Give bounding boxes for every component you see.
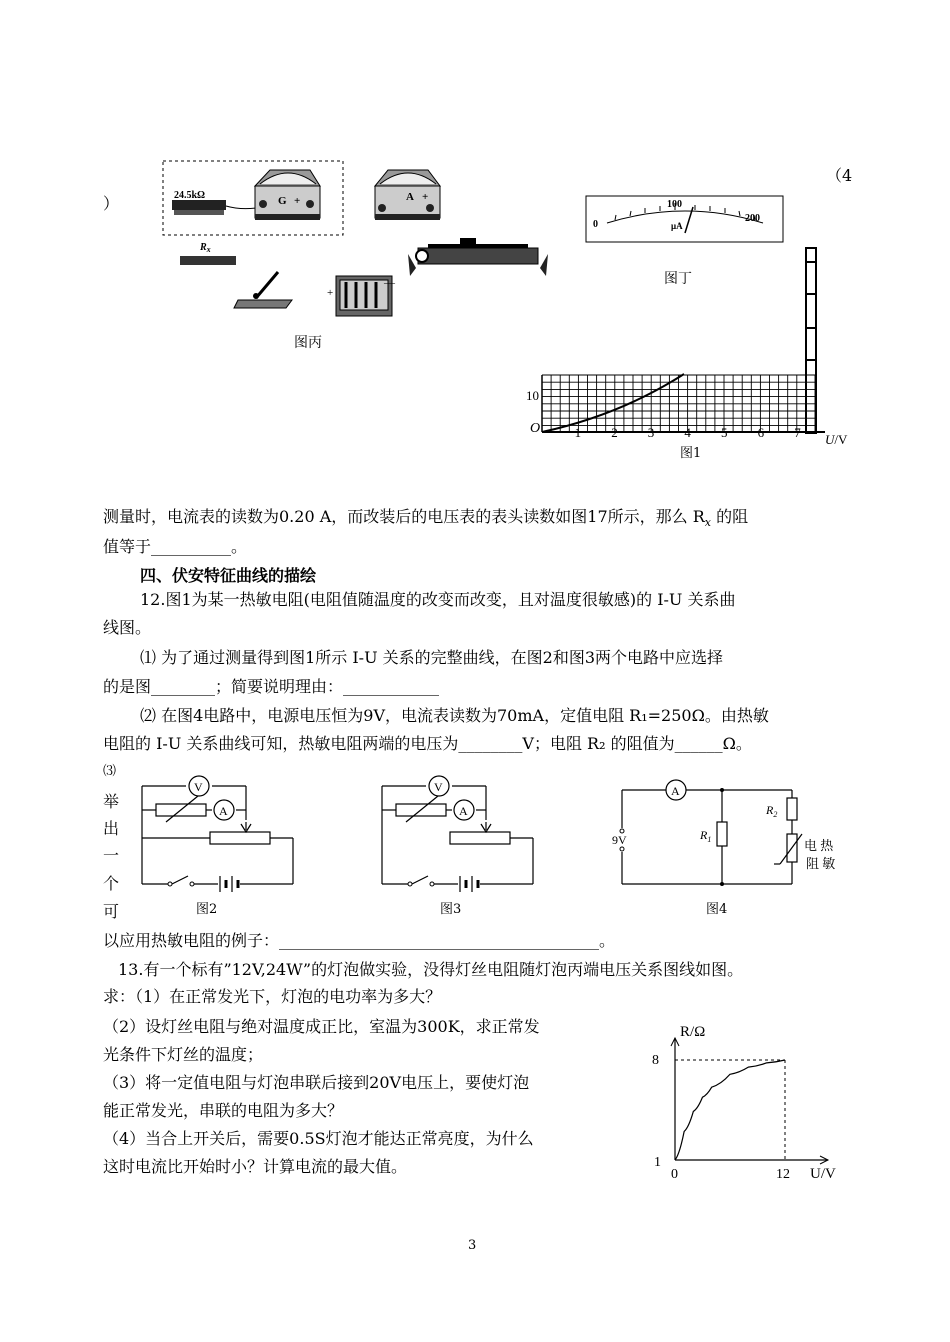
- scale-label-100: 100: [667, 199, 682, 210]
- rv-curve: [675, 1060, 785, 1160]
- rv-y-axis-label: R/Ω: [680, 1024, 706, 1040]
- q13-line7: （4）当合上开关后，需要0.5S灯泡才能达正常亮度，为什么: [103, 1129, 534, 1148]
- svg-text:阻 敏: 阻 敏: [806, 856, 836, 871]
- svg-text:V: V: [434, 780, 443, 794]
- svg-text:A: A: [671, 784, 680, 798]
- q12-3-vertical-1: 举: [103, 792, 120, 811]
- q13-line2: 求：（1）在正常发光下，灯泡的电功率为多大？: [103, 987, 442, 1006]
- q12-3-vertical-2: 出: [103, 819, 120, 838]
- rv-y-bottom-label: 1: [654, 1155, 661, 1170]
- scale-label-200: 200: [745, 213, 760, 224]
- galvanometer: [255, 170, 320, 220]
- fig3-caption: 图3: [440, 902, 462, 917]
- iu-curve-graph: [520, 240, 848, 455]
- svg-text:电 热: 电 热: [804, 838, 834, 853]
- svg-text:A: A: [459, 804, 468, 818]
- ammeter-device: [375, 170, 440, 220]
- x-tick-6: 6: [757, 425, 765, 440]
- q12-1-line1: ⑴ 为了通过测量得到图1所示 I-U 关系的完整曲线，在图2和图3两个电路中应选择: [140, 648, 724, 667]
- y-tick-10: 10: [526, 388, 539, 403]
- svg-text:—: —: [384, 277, 395, 289]
- ammeter-device-label: A: [406, 191, 414, 203]
- scale-label-0: 0: [593, 219, 598, 230]
- x-tick-2: 2: [611, 425, 618, 440]
- rv-x-end-label: 12: [776, 1167, 790, 1182]
- q13-line6: 能正常发光，串联的电阻为多大？: [103, 1101, 344, 1120]
- q12-3-vertical-5: 可: [103, 902, 120, 921]
- series-resistor-box: [172, 190, 226, 215]
- galvanometer-scale: [585, 195, 785, 243]
- q13-line4: 光条件下灯丝的温度；: [103, 1045, 264, 1064]
- rv-x-zero-label: 0: [671, 1167, 678, 1182]
- q12-line1: 12.图1为某一热敏电阻(电阻值随温度的改变而改变，且对温度很敏感)的 I-U 关系曲: [140, 590, 736, 609]
- svg-text:Rx: $R_x$: [200, 242, 211, 254]
- battery-pack: [327, 276, 396, 316]
- svg-text:R2: $R_2$: [766, 803, 778, 819]
- q12-3-line: 以应用热敏电阻的例子：________________________________________。: [103, 931, 616, 950]
- q12-3-vertical-3: 一: [103, 846, 120, 865]
- q12-2-line2: 电阻的 I-U 关系曲线可知，热敏电阻两端的电压为________V；电阻 R₂ 的阻值为______Ω。: [103, 734, 752, 753]
- q13-line1: 13.有一个标有”12V,24W”的灯泡做实验，没得灯丝电阻随灯泡丙端电压关系图线如图。: [118, 960, 744, 979]
- page-number: 3: [468, 1238, 477, 1253]
- question-marker-open: （4: [826, 166, 853, 185]
- x-tick-3: 3: [647, 425, 655, 440]
- svg-text:+: +: [422, 191, 429, 203]
- rx-resistor: [180, 242, 236, 265]
- q12-3-vertical-0: ⑶: [103, 764, 117, 779]
- fig1-caption: 图1: [680, 446, 702, 461]
- q13-line5: （3）将一定值电阻与灯泡串联后接到20V电压上，要使灯泡: [103, 1073, 530, 1092]
- iu-curve: [542, 374, 684, 432]
- x-axis-label: U/V: [825, 432, 848, 447]
- r-u-chart: [650, 1018, 850, 1190]
- scale-unit: μA: [671, 221, 683, 231]
- circuit-fig3: [378, 772, 538, 890]
- x-tick-4: 4: [684, 425, 691, 440]
- svg-text:A: A: [219, 804, 228, 818]
- q13-line8: 这时电流比开始时小？计算电流的最大值。: [103, 1157, 408, 1176]
- fig-bing-caption: 图丙: [294, 335, 322, 351]
- svg-text:V: V: [194, 780, 203, 794]
- p1-line2: 值等于__________。: [103, 537, 248, 556]
- x-tick-5: 5: [721, 425, 728, 440]
- circuit-fig2: [138, 772, 298, 890]
- question-marker-close: ）: [103, 194, 120, 213]
- x-tick-7: 7: [794, 425, 801, 440]
- origin-label: O: [530, 421, 541, 436]
- circuit-fig4: [608, 776, 848, 890]
- q12-2-line1: ⑵ 在图4电路中，电源电压恒为9V，电流表读数为70mA，定值电阻 R₁=250Ω。由热敏: [140, 706, 769, 725]
- svg-text:+: +: [294, 195, 301, 207]
- rv-y-top-label: 8: [652, 1053, 659, 1068]
- knife-switch: [234, 272, 292, 308]
- q12-line2: 线图。: [103, 618, 152, 637]
- section-heading: 四、伏安特征曲线的描绘: [140, 566, 317, 585]
- fig4-caption: 图4: [706, 902, 728, 917]
- p1-line1: 测量时，电流表的读数为0.20 A，而改装后的电压表的表头读数如图17所示，那么 $R_x$ 的阻: [103, 507, 749, 530]
- svg-text:+: +: [327, 287, 334, 299]
- x-tick-1: 1: [574, 425, 582, 440]
- q12-1-line2: 的是图________；简要说明理由：____________: [103, 677, 440, 696]
- rv-x-axis-label: U/V: [810, 1166, 836, 1182]
- resistor-value-label: 24.5kΩ: [174, 190, 206, 201]
- q13-line3: （2）设灯丝电阻与绝对温度成正比，室温为300K，求正常发: [103, 1017, 540, 1036]
- svg-text:R1: $R_1$: [700, 828, 712, 844]
- galvanometer-label: G: [278, 195, 287, 207]
- svg-text:9V: 9V: [612, 833, 627, 847]
- equipment-illustration: [160, 158, 550, 330]
- fig-ding-caption: 图丁: [664, 271, 692, 287]
- q12-3-vertical-4: 个: [103, 874, 120, 893]
- fig2-caption: 图2: [196, 902, 218, 917]
